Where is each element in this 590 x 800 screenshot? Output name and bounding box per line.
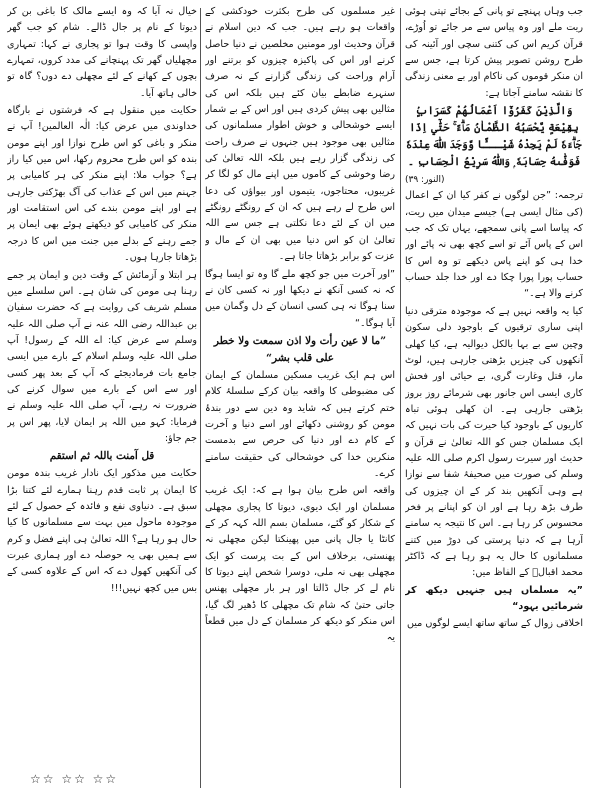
paragraph: جب وہاں پہنچے تو پانی کے بجائے تپتی ہوئی ریت ملے اور وہ پیاس سے مر جائے تو اُوڑے، قرآن کریم اس کی کتنی سچی اور آئینہ کی طرح روشن تصویر پیش کرتا ہے، جس سے ان منکر قوموں کی ناکام اور بے معنی زندگی کا نقشہ سامنے آجاتا ہے:: [405, 6, 583, 99]
article-column-middle: [205, 4, 395, 790]
hadith-arabic: قل آمنت باللہ ثم استقم: [49, 450, 155, 463]
paragraph: حکایت میں منقول ہے کہ فرشتوں نے بارگاہ خداوندی میں عرض کیا: الٰہ العالمین! آپ نے منکر و باغی کو اس طرح نوازا اور اپنے مومن بندہ کو اس طرح محروم رکھا، اس میں کیا راز ہے؟ جواب ملا: اپنے منکر کی ہر کامیابی پر جہنم میں اس کے عذاب کی آگ بھڑکتی جارہی ہے اور اپنے مومن بندے کی اس استقامت اور منکر کی کامیابی کو دیکھتے ہوئے بھی ایمان پر جمے رہنے کے بدلے میں جنت میں اس کا درجہ بڑھاتا جارہا ہوں۔: [7, 105, 197, 264]
paragraph: کیا یہ واقعہ نہیں ہے کہ موجودہ مترقی دنیا اپنی ساری ترقیوں کے باوجود دلی سکون وچین سے بے بہا بالکل دیوالیہ ہے، کیا کھلی آنکھوں کی چیزیں بڑھتی جارہی ہیں، لوٹ مار، قتل وغارت گری، بے حیائی اور فحش کاری ایسی اس جانور بھی شرمائے روز بروز بڑھتی جارہی ہے۔ ان کھلی ہوئی تباہ کاریوں کے باوجود کیا حیرت کی بات نہیں کہ ایک مسلمان جس کو اللہ تعالیٰ نے قرآن و حدیث اور سیرت رسول اکرم صلی اللہ علیہ وسلم کی صورت میں صحیفۂ شفا سے نوازا ہے وہی آنکھیں بند کر کے ان چیزوں کی طرف بڑھ رہا ہے اور ان کو اپنانے پر فخر محسوس کر رہا ہے۔ اس کا نتیجہ یہ سامنے آرہا ہے کہ دنیا پرستی کی دوڑ میں کتنے مسلمانوں کا حال یہ ہو رہا ہے کہ ڈاکٹر محمد اقبالؒ کے الفاظ میں:: [405, 305, 583, 579]
column-divider: [400, 8, 401, 788]
paragraph: اس ہم ایک غریب مسکین مسلمان کے ایمان کی مضبوطی کا واقعہ بیان کرکے سلسلۂ کلام ختم کرتے ہیں کہ شاید وہ دین سے دور بندۂ مومن کو روشنی دکھائے اور اسے دنیا و آخرت کے کام دے اور دنیا کی حرص سے بدمست منکرین خدا کی خوشحالی کی حقیقت سامنے کرے۔: [205, 369, 395, 479]
article-column-right: [405, 4, 583, 790]
paragraph: ”اور آخرت میں جو کچھ ملے گا وہ تو ایسا ہوگا کہ نہ کسی آنکھ نے دیکھا اور نہ کسی کان نے سنا ہوگا نہ ہی کسی انسان کے دل وگمان میں آیا ہوگا۔“: [205, 268, 395, 329]
paragraph: حکایت میں مذکور ایک نادار غریب بندہ مومن کا ایمان پر ثابت قدم رہنا ہمارے لئے کتنا بڑا سبق ہے۔ دنیاوی نفع و فائدہ کے حصول کے لئے موجودہ ماحول میں بہت سے مسلمانوں کا کیا حال ہو رہا ہے؟ اللہ تعالیٰ ہی اپنے فضل و کرم سے ہمیں بھی یہ حوصلہ دے اور ہماری عبرت کی آنکھیں کھول دے کہ اس کے علاوہ کسی کے بس میں کچھ نہیں!!!: [7, 468, 197, 594]
column-divider: [200, 8, 201, 788]
paragraph: اخلاقی زوال کے ساتھ ساتھ ایسے لوگوں میں: [406, 618, 583, 630]
paragraph: خیال نہ آیا کہ وہ ایسے مالک کا باغی بن کر دیوتا کے نام پر جال ڈالے۔ شام کو جب گھر واپسی کا وقت ہوا تو پجاری نے کہا: تمہاری مچھلیاں گھر تک پہنچانے کی مدد کروں، تمہارے بچوں کے کھانے کے لئے مچھلی دے دوں؟ گاہ تو خالی ہاتھ آیا۔: [7, 6, 197, 99]
hadith-quote: ”ما لا عين رأت ولا اذن سمعت ولا خطر على قلب بشر“: [213, 334, 387, 364]
verse-reference: (النور: ٣٩): [405, 175, 445, 186]
end-stars-ornament: ☆☆ ☆☆ ☆☆: [30, 772, 119, 786]
poetry-quote: ”یہ مسلماں ہیں جنہیں دیکھ کر شرمائیں یہود“: [405, 584, 583, 612]
paragraph: غیر مسلموں کی طرح بکثرت خودکشی کے واقعات ہو رہے ہیں۔ جب کہ دین اسلام نے قرآن وحدیث اور مومنین مخلصین نے دنیا حاصل کرنے اور اس کی پاکیزہ چیزوں کو برتنے اور آرام وراحت کی زندگی گزارنے کے نہ صرف سنہرے ضابطے بیان کئے ہیں بلکہ اس کی مثالیں بھی پیش کردی ہیں اور اس کے بے شمار ایسے خوشحالی و خوش اطوار مسلمانوں کی مثالیں بھی موجود ہیں جنہوں نے صرف راحت کی زندگی گزار رہے ہیں بلکہ اللہ تعالیٰ کی رضا وخوشی کے کاموں میں اپنے مال کو لگا کر غریبوں، محتاجوں، یتیموں اور بیواؤں کی دعا اس طرح لے رہے ہیں کہ ان کے رونگٹے رونگٹے میں ان کے لئے دعا نکلتی ہے جس سے اللہ تعالیٰ ان کو اس دنیا میں بھی ان کے مال و عزت کو برابر بڑھاتا جاتا ہے۔: [205, 6, 395, 263]
translation-paragraph: ترجمہ: ”جن لوگوں نے کفر کیا ان کے اعمال (کی مثال ایسی ہے) جیسے میدان میں ریت، کہ پیاسا اسے پانی سمجھے، یہاں تک کہ جب اس کے پاس آئے تو اسے کچھ بھی نہ پائے اور خدا ہی کو اپنے پاس دیکھے تو وہ اس کا حساب پورا پورا چکا دے اور خدا جلد حساب کرنے والا ہے۔“: [405, 190, 583, 300]
article-column-left: [7, 4, 197, 790]
paragraph: ہر ابتلا و آزمائش کے وقت دین و ایمان پر جمے رہنا ہی مومن کی شان ہے۔ اس سلسلے میں مسلم شریف کی روایت ہے کہ حضرت سفیان بن عبداللہ رضی اللہ عنہ نے آپ صلی اللہ علیہ وسلم سے عرض کیا: اے اللہ کے رسول! آپ صلی اللہ علیہ وسلم اسلام کے بارے میں ایسی جامع بات فرمادیجئے کہ آپ کے بعد پھر کسی اور سے اس کے بارے میں سوال کرنے کی ضرورت نہ رہے، آپ صلی اللہ علیہ وسلم نے فرمایا: کہو میں اللہ پر ایمان لایا، پھر اس پر جم جاؤ:: [7, 269, 197, 444]
paragraph: واقعہ اس طرح بیان ہوا ہے کہ: ایک غریب مسلمان اور ایک دیوی، دیوتا کا پجاری مچھلی کے شکار کو گئے، مسلمان بسم اللہ کہہ کر کے کانٹا یا جال پانی میں پھینکتا لیکن مچھلی نہ پھنستی، برخلاف اس کے بت پرست کو ایک مچھلی بھی نہ ملی، دوسرا شخص اپنے دیوتا کا نام لے کر جال ڈالتا اور ہر بار مچھلی پھنس جاتی حتیٰ کہ شام تک مچھلی کا ڈھیر لگ گیا، اس منکر کو دیکھ کر مسلمان کے دل میں قطعاً یہ: [205, 485, 395, 644]
quran-verse: وَالَّذِيْنَ كَفَرُوْٓا اَعْمَالُهُمْ كَسَرَابٍۢ بِقِيْعَةٍ يَّحْسَبُهُ الظَّمْاٰنُ مَاۗءً ۚ حَتّٰٓي اِذَا جَاۗءَهٗ لَمْ يَجِدْهُ شَيْـــًٔا وَّوَجَدَ اللّٰهَ عِنْدَهٗ فَوَفّٰىهُ حِسَابَهٗ ۭ وَاللّٰهُ سَرِيْعُ الْحِسَابِ ۔: [406, 105, 582, 169]
